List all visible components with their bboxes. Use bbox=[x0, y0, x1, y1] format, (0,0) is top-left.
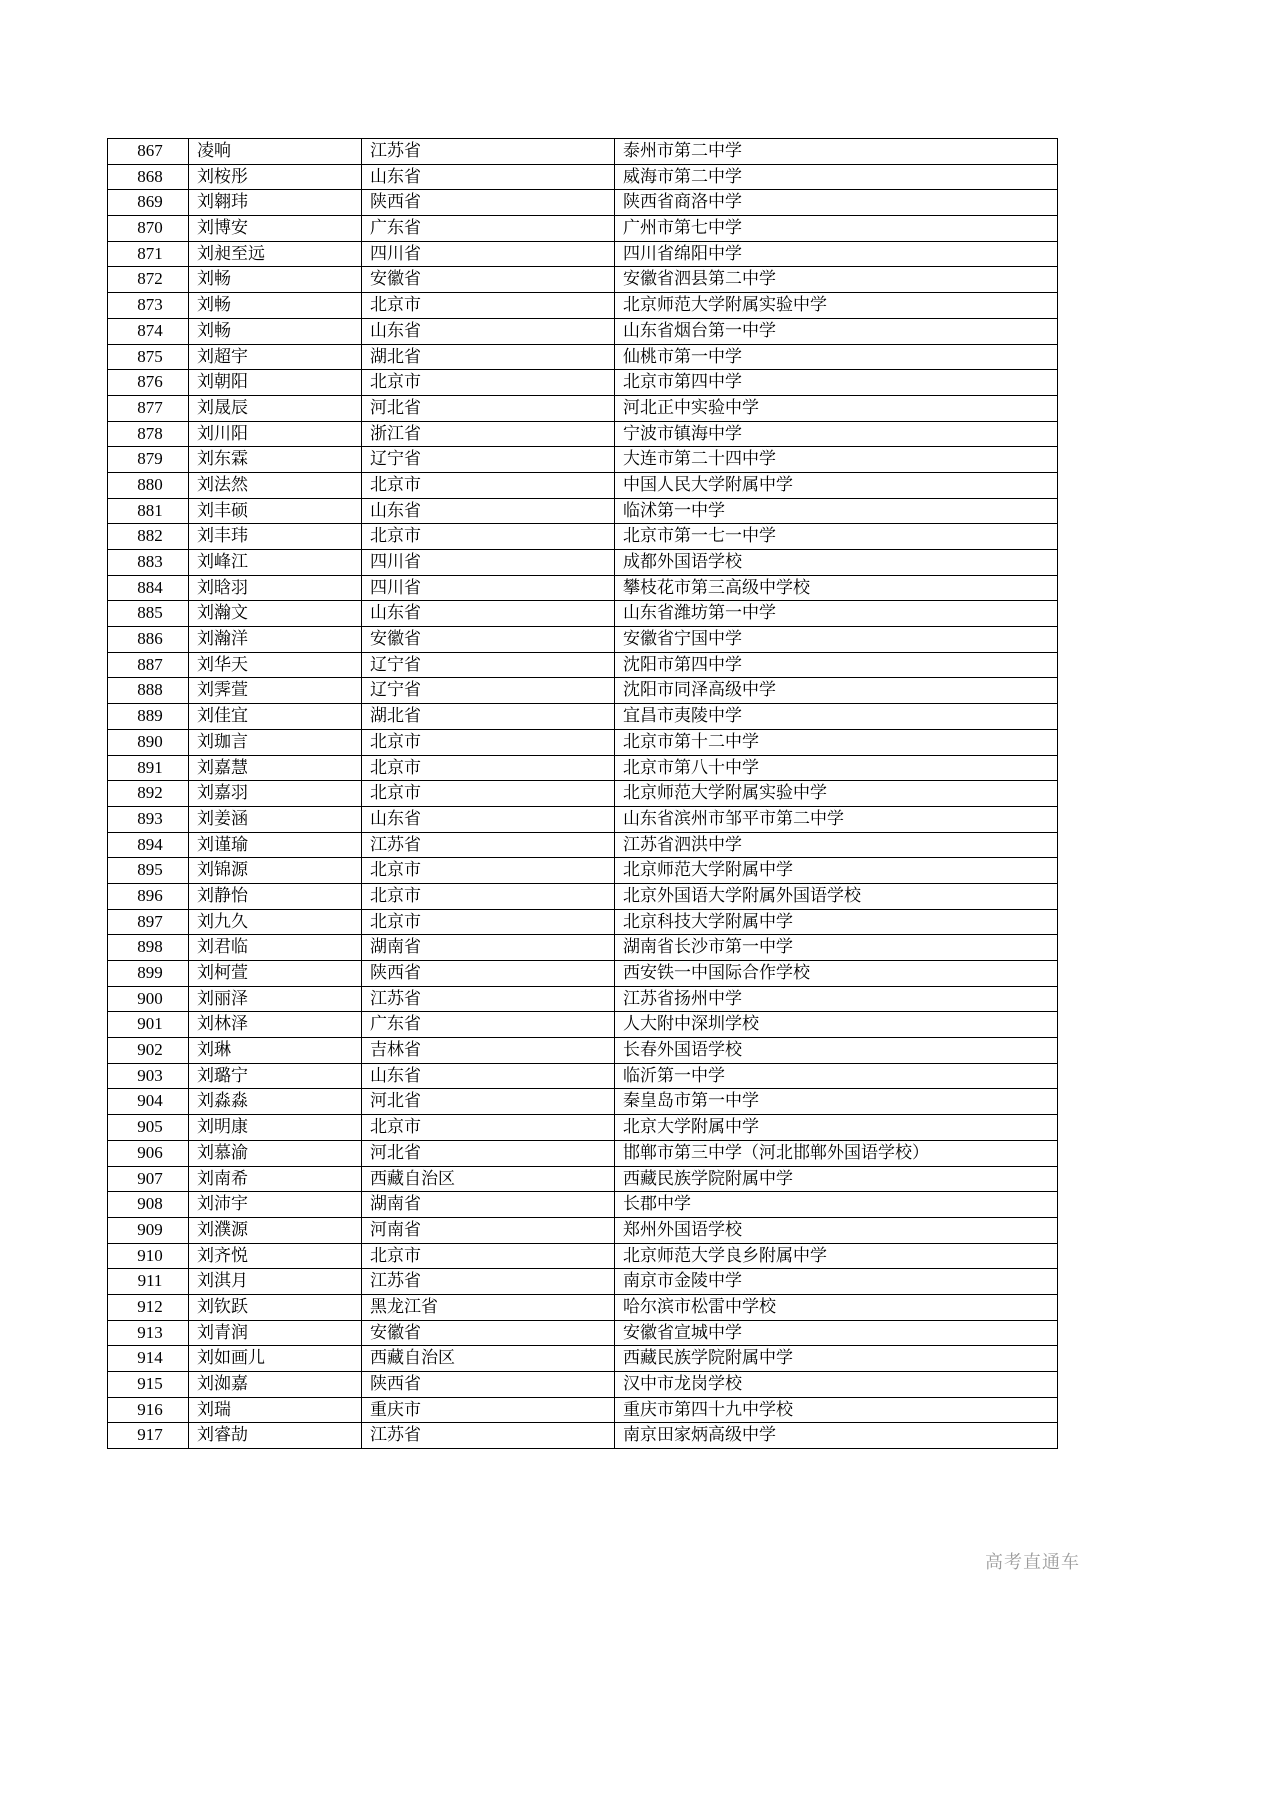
cell-school: 人大附中深圳学校 bbox=[615, 1012, 1058, 1038]
table-row bbox=[108, 755, 1058, 781]
cell-name: 刘峰江 bbox=[189, 550, 362, 576]
cell-name: 凌响 bbox=[189, 139, 362, 165]
cell-name: 刘桉彤 bbox=[189, 164, 362, 190]
cell-school: 西藏民族学院附属中学 bbox=[615, 1166, 1058, 1192]
cell-number: 897 bbox=[108, 909, 189, 935]
cell-province: 湖南省 bbox=[362, 935, 615, 961]
cell-school: 湖南省长沙市第一中学 bbox=[615, 935, 1058, 961]
table-row bbox=[108, 241, 1058, 267]
table-row bbox=[108, 909, 1058, 935]
table-row bbox=[108, 1346, 1058, 1372]
roster-table-body bbox=[108, 139, 1058, 1449]
table-row bbox=[108, 1397, 1058, 1423]
cell-number: 900 bbox=[108, 986, 189, 1012]
cell-school: 北京科技大学附属中学 bbox=[615, 909, 1058, 935]
cell-school: 宜昌市夷陵中学 bbox=[615, 704, 1058, 730]
table-row bbox=[108, 1269, 1058, 1295]
cell-province: 西藏自治区 bbox=[362, 1346, 615, 1372]
cell-name: 刘君临 bbox=[189, 935, 362, 961]
cell-number: 906 bbox=[108, 1140, 189, 1166]
cell-province: 北京市 bbox=[362, 755, 615, 781]
table-row bbox=[108, 1423, 1058, 1449]
table-row bbox=[108, 729, 1058, 755]
cell-province: 安徽省 bbox=[362, 627, 615, 653]
cell-number: 899 bbox=[108, 961, 189, 987]
cell-number: 895 bbox=[108, 858, 189, 884]
table-row bbox=[108, 1294, 1058, 1320]
cell-school: 北京师范大学良乡附属中学 bbox=[615, 1243, 1058, 1269]
cell-school: 北京市第八十中学 bbox=[615, 755, 1058, 781]
cell-province: 辽宁省 bbox=[362, 447, 615, 473]
cell-province: 北京市 bbox=[362, 781, 615, 807]
cell-number: 867 bbox=[108, 139, 189, 165]
cell-province: 西藏自治区 bbox=[362, 1166, 615, 1192]
cell-school: 泰州市第二中学 bbox=[615, 139, 1058, 165]
cell-province: 安徽省 bbox=[362, 267, 615, 293]
cell-name: 刘锦源 bbox=[189, 858, 362, 884]
table-row bbox=[108, 421, 1058, 447]
cell-school: 哈尔滨市松雷中学校 bbox=[615, 1294, 1058, 1320]
cell-name: 刘昶至远 bbox=[189, 241, 362, 267]
table-row bbox=[108, 935, 1058, 961]
cell-school: 北京大学附属中学 bbox=[615, 1115, 1058, 1141]
cell-name: 刘晟辰 bbox=[189, 395, 362, 421]
cell-school: 江苏省扬州中学 bbox=[615, 986, 1058, 1012]
cell-number: 883 bbox=[108, 550, 189, 576]
cell-school: 山东省滨州市邹平市第二中学 bbox=[615, 806, 1058, 832]
cell-province: 河南省 bbox=[362, 1217, 615, 1243]
cell-province: 江苏省 bbox=[362, 139, 615, 165]
cell-name: 刘畅 bbox=[189, 267, 362, 293]
cell-province: 吉林省 bbox=[362, 1038, 615, 1064]
cell-school: 宁波市镇海中学 bbox=[615, 421, 1058, 447]
cell-name: 刘珈言 bbox=[189, 729, 362, 755]
cell-number: 878 bbox=[108, 421, 189, 447]
cell-name: 刘川阳 bbox=[189, 421, 362, 447]
cell-name: 刘钦跃 bbox=[189, 1294, 362, 1320]
table-row bbox=[108, 1063, 1058, 1089]
cell-number: 873 bbox=[108, 293, 189, 319]
cell-school: 长春外国语学校 bbox=[615, 1038, 1058, 1064]
cell-name: 刘柯萱 bbox=[189, 961, 362, 987]
cell-name: 刘睿劼 bbox=[189, 1423, 362, 1449]
cell-name: 刘霁萱 bbox=[189, 678, 362, 704]
cell-school: 山东省潍坊第一中学 bbox=[615, 601, 1058, 627]
cell-province: 山东省 bbox=[362, 498, 615, 524]
cell-number: 903 bbox=[108, 1063, 189, 1089]
table-row bbox=[108, 1038, 1058, 1064]
cell-school: 北京市第一七一中学 bbox=[615, 524, 1058, 550]
cell-name: 刘九久 bbox=[189, 909, 362, 935]
cell-province: 广东省 bbox=[362, 216, 615, 242]
cell-school: 长郡中学 bbox=[615, 1192, 1058, 1218]
cell-province: 北京市 bbox=[362, 370, 615, 396]
cell-province: 江苏省 bbox=[362, 1423, 615, 1449]
cell-number: 916 bbox=[108, 1397, 189, 1423]
cell-name: 刘淇月 bbox=[189, 1269, 362, 1295]
cell-name: 刘瀚洋 bbox=[189, 627, 362, 653]
cell-province: 陕西省 bbox=[362, 1372, 615, 1398]
table-row bbox=[108, 1166, 1058, 1192]
table-row bbox=[108, 806, 1058, 832]
cell-province: 湖南省 bbox=[362, 1192, 615, 1218]
cell-number: 869 bbox=[108, 190, 189, 216]
cell-number: 908 bbox=[108, 1192, 189, 1218]
cell-number: 901 bbox=[108, 1012, 189, 1038]
cell-number: 902 bbox=[108, 1038, 189, 1064]
cell-name: 刘丰硕 bbox=[189, 498, 362, 524]
cell-number: 909 bbox=[108, 1217, 189, 1243]
cell-school: 重庆市第四十九中学校 bbox=[615, 1397, 1058, 1423]
table-row bbox=[108, 601, 1058, 627]
cell-name: 刘朝阳 bbox=[189, 370, 362, 396]
cell-number: 877 bbox=[108, 395, 189, 421]
cell-province: 山东省 bbox=[362, 806, 615, 832]
table-row bbox=[108, 678, 1058, 704]
roster-table bbox=[107, 138, 1058, 1449]
cell-school: 陕西省商洛中学 bbox=[615, 190, 1058, 216]
cell-school: 四川省绵阳中学 bbox=[615, 241, 1058, 267]
cell-name: 刘青润 bbox=[189, 1320, 362, 1346]
cell-name: 刘博安 bbox=[189, 216, 362, 242]
table-row bbox=[108, 267, 1058, 293]
cell-number: 875 bbox=[108, 344, 189, 370]
table-row bbox=[108, 858, 1058, 884]
cell-school: 攀枝花市第三高级中学校 bbox=[615, 575, 1058, 601]
cell-name: 刘琳 bbox=[189, 1038, 362, 1064]
cell-school: 北京外国语大学附属外国语学校 bbox=[615, 883, 1058, 909]
table-row bbox=[108, 344, 1058, 370]
table-row bbox=[108, 1243, 1058, 1269]
cell-name: 刘齐悦 bbox=[189, 1243, 362, 1269]
cell-school: 安徽省泗县第二中学 bbox=[615, 267, 1058, 293]
cell-school: 临沭第一中学 bbox=[615, 498, 1058, 524]
cell-number: 915 bbox=[108, 1372, 189, 1398]
cell-number: 917 bbox=[108, 1423, 189, 1449]
table-row bbox=[108, 1372, 1058, 1398]
cell-number: 882 bbox=[108, 524, 189, 550]
cell-number: 912 bbox=[108, 1294, 189, 1320]
cell-province: 山东省 bbox=[362, 318, 615, 344]
cell-province: 江苏省 bbox=[362, 1269, 615, 1295]
table-row bbox=[108, 961, 1058, 987]
cell-province: 北京市 bbox=[362, 883, 615, 909]
cell-school: 大连市第二十四中学 bbox=[615, 447, 1058, 473]
cell-school: 江苏省泗洪中学 bbox=[615, 832, 1058, 858]
table-row bbox=[108, 1320, 1058, 1346]
cell-name: 刘嘉慧 bbox=[189, 755, 362, 781]
cell-name: 刘静怡 bbox=[189, 883, 362, 909]
cell-name: 刘洳嘉 bbox=[189, 1372, 362, 1398]
cell-school: 山东省烟台第一中学 bbox=[615, 318, 1058, 344]
cell-name: 刘瑞 bbox=[189, 1397, 362, 1423]
cell-number: 874 bbox=[108, 318, 189, 344]
cell-province: 北京市 bbox=[362, 1243, 615, 1269]
cell-province: 湖北省 bbox=[362, 344, 615, 370]
cell-province: 黑龙江省 bbox=[362, 1294, 615, 1320]
cell-school: 西安铁一中国际合作学校 bbox=[615, 961, 1058, 987]
cell-province: 四川省 bbox=[362, 241, 615, 267]
table-row bbox=[108, 164, 1058, 190]
cell-number: 910 bbox=[108, 1243, 189, 1269]
cell-province: 辽宁省 bbox=[362, 678, 615, 704]
cell-number: 907 bbox=[108, 1166, 189, 1192]
cell-school: 沈阳市第四中学 bbox=[615, 652, 1058, 678]
cell-number: 914 bbox=[108, 1346, 189, 1372]
cell-province: 四川省 bbox=[362, 550, 615, 576]
cell-province: 重庆市 bbox=[362, 1397, 615, 1423]
cell-school: 北京师范大学附属实验中学 bbox=[615, 781, 1058, 807]
cell-name: 刘璐宁 bbox=[189, 1063, 362, 1089]
cell-name: 刘超宇 bbox=[189, 344, 362, 370]
cell-school: 北京市第十二中学 bbox=[615, 729, 1058, 755]
cell-number: 888 bbox=[108, 678, 189, 704]
cell-name: 刘晗羽 bbox=[189, 575, 362, 601]
cell-province: 辽宁省 bbox=[362, 652, 615, 678]
table-row bbox=[108, 550, 1058, 576]
cell-name: 刘明康 bbox=[189, 1115, 362, 1141]
cell-name: 刘沛宇 bbox=[189, 1192, 362, 1218]
cell-number: 894 bbox=[108, 832, 189, 858]
cell-province: 北京市 bbox=[362, 472, 615, 498]
cell-province: 北京市 bbox=[362, 1115, 615, 1141]
cell-province: 湖北省 bbox=[362, 704, 615, 730]
cell-number: 871 bbox=[108, 241, 189, 267]
table-row bbox=[108, 781, 1058, 807]
cell-province: 浙江省 bbox=[362, 421, 615, 447]
cell-province: 陕西省 bbox=[362, 961, 615, 987]
cell-number: 898 bbox=[108, 935, 189, 961]
cell-name: 刘南希 bbox=[189, 1166, 362, 1192]
cell-province: 安徽省 bbox=[362, 1320, 615, 1346]
cell-number: 889 bbox=[108, 704, 189, 730]
cell-number: 896 bbox=[108, 883, 189, 909]
cell-number: 885 bbox=[108, 601, 189, 627]
table-row bbox=[108, 472, 1058, 498]
cell-number: 893 bbox=[108, 806, 189, 832]
cell-number: 911 bbox=[108, 1269, 189, 1295]
cell-number: 890 bbox=[108, 729, 189, 755]
table-row bbox=[108, 395, 1058, 421]
cell-name: 刘嘉羽 bbox=[189, 781, 362, 807]
cell-number: 872 bbox=[108, 267, 189, 293]
cell-number: 905 bbox=[108, 1115, 189, 1141]
cell-school: 河北正中实验中学 bbox=[615, 395, 1058, 421]
cell-school: 秦皇岛市第一中学 bbox=[615, 1089, 1058, 1115]
cell-school: 沈阳市同泽高级中学 bbox=[615, 678, 1058, 704]
cell-number: 887 bbox=[108, 652, 189, 678]
table-row bbox=[108, 627, 1058, 653]
cell-name: 刘法然 bbox=[189, 472, 362, 498]
cell-name: 刘谨瑜 bbox=[189, 832, 362, 858]
cell-number: 868 bbox=[108, 164, 189, 190]
cell-province: 四川省 bbox=[362, 575, 615, 601]
table-row bbox=[108, 1217, 1058, 1243]
cell-school: 北京师范大学附属中学 bbox=[615, 858, 1058, 884]
cell-name: 刘林泽 bbox=[189, 1012, 362, 1038]
cell-name: 刘丽泽 bbox=[189, 986, 362, 1012]
cell-province: 山东省 bbox=[362, 601, 615, 627]
cell-name: 刘慕渝 bbox=[189, 1140, 362, 1166]
table-row bbox=[108, 318, 1058, 344]
cell-number: 880 bbox=[108, 472, 189, 498]
table-row bbox=[108, 293, 1058, 319]
cell-province: 江苏省 bbox=[362, 986, 615, 1012]
cell-province: 河北省 bbox=[362, 1140, 615, 1166]
cell-number: 913 bbox=[108, 1320, 189, 1346]
table-row bbox=[108, 883, 1058, 909]
table-row bbox=[108, 832, 1058, 858]
table-row bbox=[108, 704, 1058, 730]
cell-school: 北京师范大学附属实验中学 bbox=[615, 293, 1058, 319]
table-row bbox=[108, 139, 1058, 165]
table-row bbox=[108, 1115, 1058, 1141]
cell-name: 刘佳宜 bbox=[189, 704, 362, 730]
cell-province: 北京市 bbox=[362, 858, 615, 884]
cell-province: 北京市 bbox=[362, 909, 615, 935]
table-row bbox=[108, 190, 1058, 216]
cell-province: 广东省 bbox=[362, 1012, 615, 1038]
cell-school: 南京田家炳高级中学 bbox=[615, 1423, 1058, 1449]
table-row bbox=[108, 370, 1058, 396]
cell-school: 南京市金陵中学 bbox=[615, 1269, 1058, 1295]
cell-school: 中国人民大学附属中学 bbox=[615, 472, 1058, 498]
cell-name: 刘如画儿 bbox=[189, 1346, 362, 1372]
cell-number: 886 bbox=[108, 627, 189, 653]
cell-name: 刘畅 bbox=[189, 318, 362, 344]
cell-school: 汉中市龙岗学校 bbox=[615, 1372, 1058, 1398]
table-row bbox=[108, 216, 1058, 242]
cell-school: 西藏民族学院附属中学 bbox=[615, 1346, 1058, 1372]
cell-province: 陕西省 bbox=[362, 190, 615, 216]
cell-school: 威海市第二中学 bbox=[615, 164, 1058, 190]
table-row bbox=[108, 447, 1058, 473]
cell-name: 刘瀚文 bbox=[189, 601, 362, 627]
table-row bbox=[108, 575, 1058, 601]
cell-province: 北京市 bbox=[362, 524, 615, 550]
cell-province: 河北省 bbox=[362, 1089, 615, 1115]
cell-name: 刘东霖 bbox=[189, 447, 362, 473]
cell-name: 刘淼淼 bbox=[189, 1089, 362, 1115]
table-row bbox=[108, 1192, 1058, 1218]
cell-province: 江苏省 bbox=[362, 832, 615, 858]
watermark-text: 高考直通车 bbox=[985, 1552, 1080, 1572]
cell-school: 临沂第一中学 bbox=[615, 1063, 1058, 1089]
table-row bbox=[108, 1140, 1058, 1166]
cell-school: 北京市第四中学 bbox=[615, 370, 1058, 396]
cell-name: 刘丰玮 bbox=[189, 524, 362, 550]
cell-number: 870 bbox=[108, 216, 189, 242]
cell-school: 成都外国语学校 bbox=[615, 550, 1058, 576]
table-row bbox=[108, 524, 1058, 550]
cell-number: 892 bbox=[108, 781, 189, 807]
table-row bbox=[108, 652, 1058, 678]
cell-school: 郑州外国语学校 bbox=[615, 1217, 1058, 1243]
cell-school: 广州市第七中学 bbox=[615, 216, 1058, 242]
cell-name: 刘濮源 bbox=[189, 1217, 362, 1243]
table-row bbox=[108, 986, 1058, 1012]
cell-school: 仙桃市第一中学 bbox=[615, 344, 1058, 370]
cell-province: 北京市 bbox=[362, 293, 615, 319]
cell-number: 904 bbox=[108, 1089, 189, 1115]
cell-name: 刘畅 bbox=[189, 293, 362, 319]
cell-number: 891 bbox=[108, 755, 189, 781]
cell-school: 安徽省宣城中学 bbox=[615, 1320, 1058, 1346]
cell-province: 河北省 bbox=[362, 395, 615, 421]
table-row bbox=[108, 1089, 1058, 1115]
cell-province: 山东省 bbox=[362, 164, 615, 190]
cell-name: 刘翱玮 bbox=[189, 190, 362, 216]
cell-number: 884 bbox=[108, 575, 189, 601]
table-row bbox=[108, 498, 1058, 524]
cell-number: 881 bbox=[108, 498, 189, 524]
cell-name: 刘姜涵 bbox=[189, 806, 362, 832]
cell-province: 北京市 bbox=[362, 729, 615, 755]
table-row bbox=[108, 1012, 1058, 1038]
cell-province: 山东省 bbox=[362, 1063, 615, 1089]
cell-number: 879 bbox=[108, 447, 189, 473]
cell-school: 邯郸市第三中学（河北邯郸外国语学校） bbox=[615, 1140, 1058, 1166]
cell-number: 876 bbox=[108, 370, 189, 396]
cell-school: 安徽省宁国中学 bbox=[615, 627, 1058, 653]
cell-name: 刘华天 bbox=[189, 652, 362, 678]
